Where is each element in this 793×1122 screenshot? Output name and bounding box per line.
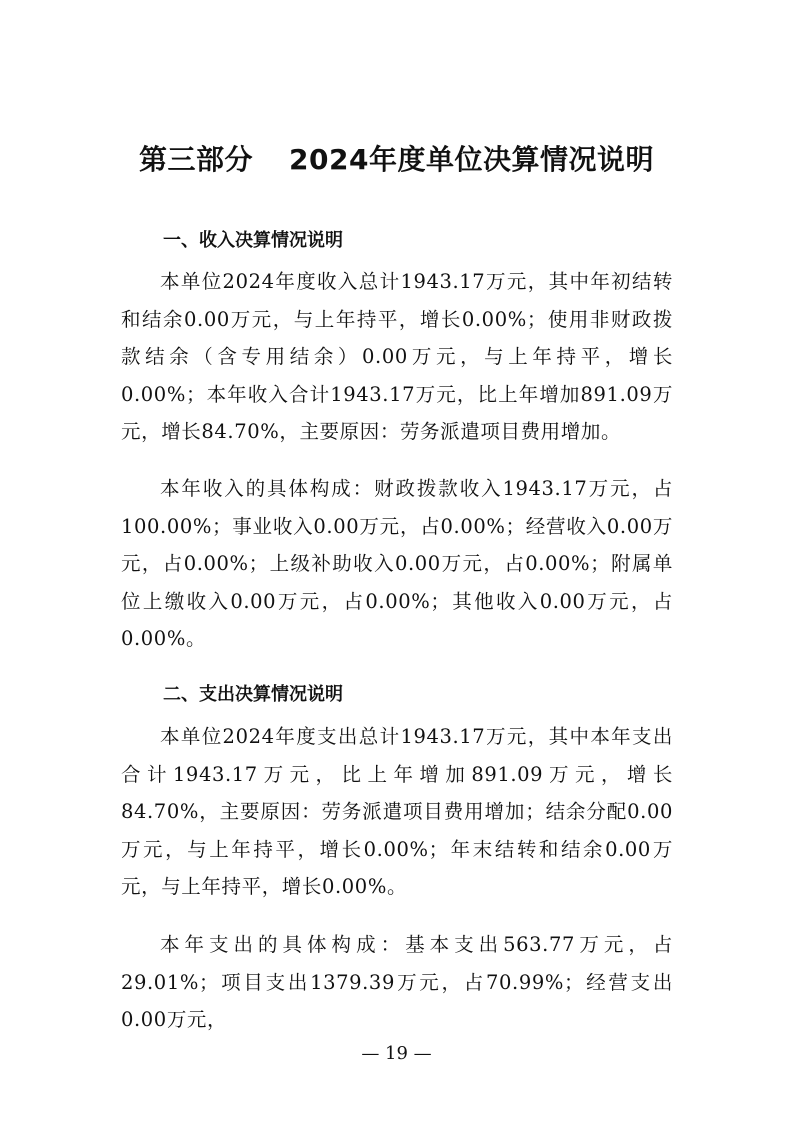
section-heading-expenditure: 二、支出决算情况说明 <box>163 684 343 705</box>
page-title <box>0 140 793 180</box>
paragraph-income-composition: 本年收入的具体构成：财政拨款收入1943.17万元，占100.00%；事业收入0.00万元，占0.00%；经营收入0.00万元，占0.00%；上级补助收入0.00万元，占0.00%；附属单位上缴收入0.00万元，占0.00%；其他收入0.00万元，占0.00%。 <box>121 477 673 650</box>
paragraph-income-summary: 本单位2024年度收入总计1943.17万元，其中年初结转和结余0.00万元，与上年持平，增长0.00%；使用非财政拨款结余（含专用结余）0.00万元，与上年持平，增长0.00%；本年收入合计1943.17万元，比上年增加891.09万元，增长84.70%，主要原因：劳务派遣项目费用增加。 <box>121 270 673 443</box>
section-heading-income: 一、收入决算情况说明 <box>163 230 343 251</box>
paragraph-expenditure-summary: 本单位2024年度支出总计1943.17万元，其中本年支出合计1943.17万元，比上年增加891.09万元，增长84.70%，主要原因：劳务派遣项目费用增加；结余分配0.00万元，与上年持平，增长0.00%；年末结转和结余0.00万元，与上年持平，增长0.00%。 <box>121 725 673 898</box>
title-main: 2024年度单位决算情况说明 <box>289 143 654 176</box>
title-part: 第三部分 <box>139 143 254 176</box>
page-number: — 19 — <box>361 1043 432 1064</box>
paragraph-expenditure-composition: 本年支出的具体构成：基本支出563.77万元，占29.01%；项目支出1379.39万元，占70.99%；经营支出0.00万元， <box>121 933 673 1031</box>
